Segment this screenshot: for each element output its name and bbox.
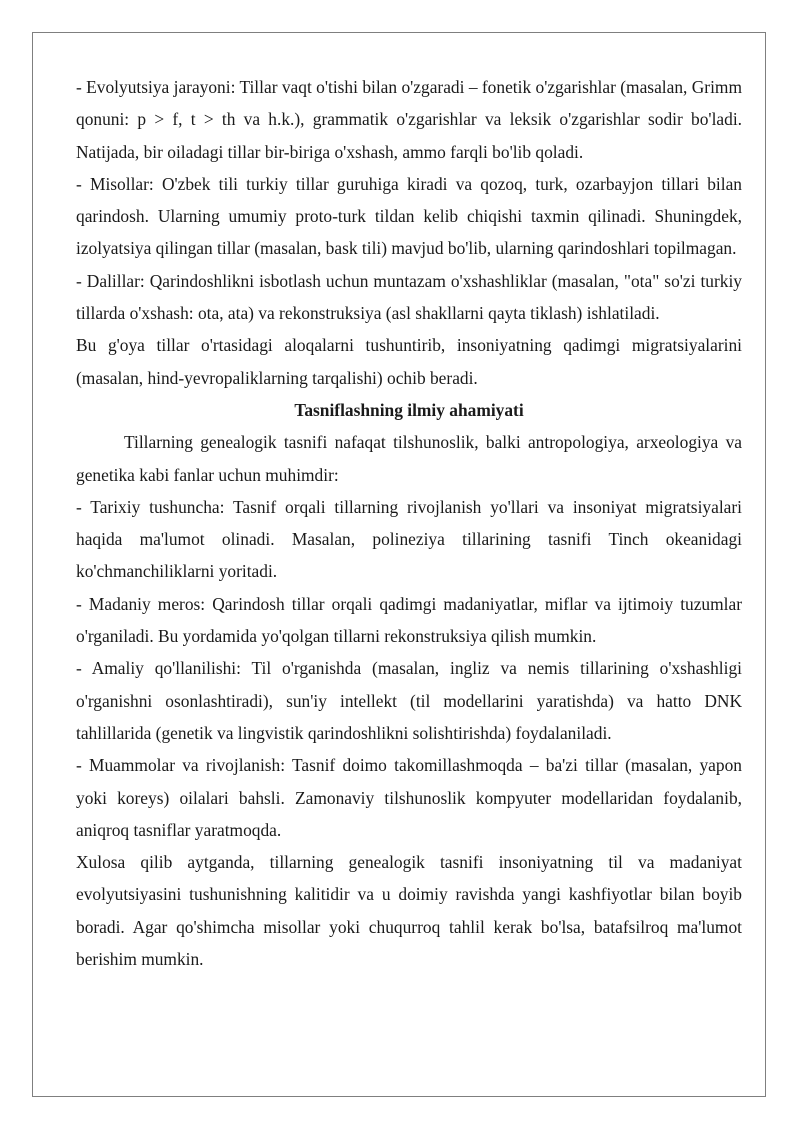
paragraph-historical: - Tarixiy tushuncha: Tasnif orqali tillarning rivojlanish yo'llari va insoniyat migratsiyalari haqida ma'lumot olinadi. Masalan, polineziya tillarining tasnifi Tinch okeanidagi ko'chmanchiliklarni yoritadi. xyxy=(76,496,742,582)
section-heading: Tasniflashning ilmiy ahamiyati xyxy=(294,399,524,420)
paragraph-migrations: Bu g'oya tillar o'rtasidagi aloqalarni tushuntirib, insoniyatning qadimgi migratsiyalarini (masalan, hind-yevropaliklarning tarqalishi) ochib beradi. xyxy=(76,335,742,388)
document-body xyxy=(76,71,742,975)
paragraph-evolution: - Evolyutsiya jarayoni: Tillar vaqt o'tishi bilan o'zgaradi – fonetik o'zgarishlar (masalan, Grimm qonuni: p > f, t > th va h.k.), grammatik o'zgarishlar va leksik o'zgarishlar sodir bo'ladi. Natijada, bir oiladagi tillar bir-biriga o'xshash, ammo farqli bo'lib qoladi. xyxy=(76,77,742,162)
paragraph-cultural: - Madaniy meros: Qarindosh tillar orqali qadimgi madaniyatlar, miflar va ijtimoiy tuzumlar o'rganiladi. Bu yordamida yo'qolgan tillarni rekonstruksiya qilish mumkin. xyxy=(76,593,742,647)
paragraph-practical: - Amaliy qo'llanilishi: Til o'rganishda (masalan, ingliz va nemis tillarining o'xshashligi o'rganishni osonlashtiradi), sun'iy intellekt (til modellarini yaratishda) va hatto DNK tahlillarida (genetik va lingvistik qarindoshlikni solishtirishda) foydalaniladi. xyxy=(76,658,742,743)
paragraph-evidence: - Dalillar: Qarindoshlikni isbotlash uchun muntazam o'xshashliklar (masalan, "ota" so'zi turkiy tillarda o'xshash: ota, ata) va rekonstruksiya (asl shakllarni qayta tiklash) ishlatiladi. xyxy=(76,270,742,324)
paragraph-examples: - Misollar: O'zbek tili turkiy tillar guruhiga kiradi va qozoq, turk, ozarbayjon tillari bilan qarindosh. Ularning umumiy proto-turk tildan kelib chiqishi taxmin qilinadi. Shuningdek, izolyatsiya qilingan tillar (masalan, bask tili) mavjud bo'lib, ularning qarindoshlari topilmagan. xyxy=(76,173,742,259)
paragraph-intro: Tillarning genealogik tasnifi nafaqat tilshunoslik, balki antropologiya, arxeologiya va genetika kabi fanlar uchun muhimdir: xyxy=(76,432,742,485)
paragraph-problems: - Muammolar va rivojlanish: Tasnif doimo takomillashmoqda – ba'zi tillar (masalan, yapon yoki koreys) oilalari bahsli. Zamonaviy tilshunoslik kompyuter modellaridan foydalanib, aniqroq tasniflar yaratmoqda. xyxy=(76,755,742,840)
paragraph-conclusion: Xulosa qilib aytganda, tillarning genealogik tasnifi insoniyatning til va madaniyat evolyutsiyasini tushunishning kalitidir va u doimiy ravishda yangi kashfiyotlar bilan boyib boradi. Agar qo'shimcha misollar yoki chuqurroq tahlil kerak bo'lsa, batafsilroq ma'lumot berishim mumkin. xyxy=(76,852,742,970)
